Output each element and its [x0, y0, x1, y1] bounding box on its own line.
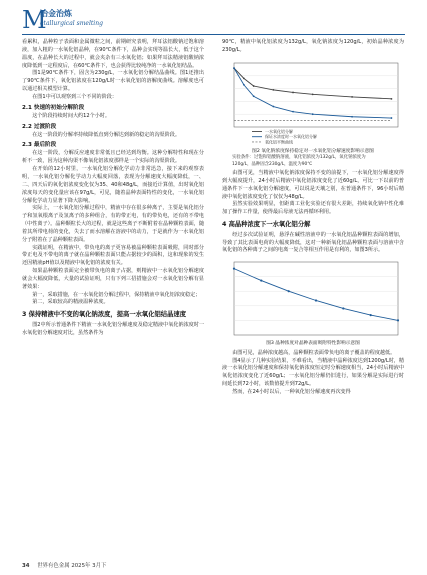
- footer-issue: 2025年 3月下: [71, 563, 107, 569]
- paragraph: 图4显示了几种实验结果，不难看出，当精液中晶种浓度达到1200g/L时，精液一水氧化铝分解速度和保持氧化钠浓度恒定时分解速度相当，24小时后精液中氧化铝浓度变化了近60g/L；一水氧化铝分解仍旧进行，如果分解是实际进行时间延长到72小时，该数值提升到72g/L。: [222, 357, 404, 388]
- paragraph: 在开始的12小时里，一水氧化铝分解化学动力非常迅急，接下来的观察表明，一水氧化铝分解化学动力大幅度回落，表现为分解速度大幅度降低，一、二、四天后的氧化铝浓度变化仅为35、40和48g/L，而接近计算值，出时氧化铝浓度每天的变化量应该在97g/L，可见，随着晶种表面特性的变化，一水氧化铝分解化学动力显著下降大影响。: [22, 166, 204, 204]
- paragraph: 然而，在24小时以后，一种氧化铝分解速度再次变得: [232, 389, 351, 395]
- data-point: [370, 314, 372, 316]
- paragraph: 经过多次试验证明，悬浮在碱性溶液中的一水氧化铝晶种颗粒表面的增加，导致了其比表面电荷的大幅度降低，这对一种新氧化铝晶种颗粒表面与溶液中含氧化铝的各种离子之间的电离一复合等相互作用是有利的，如图3所示。: [222, 231, 404, 254]
- data-point: [391, 98, 393, 100]
- paragraph: 看累积，晶种粒子表面和金属微粒之间，前期研究表明，拜耳法铝酸钠过饱和溶液，加入粗的一水氧化铝晶种，在90℃条件下，晶种会实现等温长大，低于这个温度，在晶种长大的过程中，就会夹杂有三水氧化铝；如果拜耳法精液铝酸钠浓度降低到一定程度后，在60℃条件下，也会获得比较纯净的一水氧化铝结晶。: [22, 39, 204, 69]
- journal-name-cn: 冶金治炼: [40, 9, 72, 18]
- left-column: [22, 39, 204, 338]
- paragraph: 在图1中可以观察到三个不同的阶段：: [32, 93, 117, 100]
- section-heading-4: 4 高晶种浓度下一水氧化铝分解: [222, 221, 311, 229]
- paragraph: 由图可见，当精液中氧化钠浓度保持不变的前提下，一水氧化铝分解速度得到大幅度提升，24小时后精液中氧化铝浓度变化了近60g/L，可比一下以前的普通条件下一水氧化铝分解速度，可以说是天壤之别，在普通条件下，96小时后精液中氧化铝浓度变化了仅仅为48g/L。: [222, 170, 404, 200]
- section-heading-2-3: 2.3 最后阶段: [22, 142, 57, 149]
- journal-logo-mark: M: [22, 6, 47, 34]
- section-heading-2-2: 2.2 过渡阶段: [22, 123, 57, 130]
- legend-label-2: 保证水浓度时一水氧化铝分解: [265, 133, 317, 139]
- figure-2-chart: [222, 57, 404, 149]
- paragraph: 实践证明，在精液中，带负电的离子更容易被晶种颗粒表面吸附，同时部分带正电及不带电的离子就在晶种颗粒表面只能占据较少的面积，这和现象的发生还因精液pH值以及精液中氧化铝的浓度有关。: [22, 244, 204, 267]
- data-point: [288, 290, 290, 292]
- paragraph: 图2中所示普通条件下精液一水氧化铝分解速度及稳定精液中氧化钠浓度时一水氧化铝分解速度对比，虽然条件为: [22, 321, 204, 336]
- figure-2-caption: 图2 氧化钠浓度保持稳定对一水氧化铝分解速度影响示意图: [252, 148, 374, 154]
- figure-2: [222, 57, 404, 168]
- data-point: [272, 105, 274, 107]
- data-point: [391, 117, 393, 119]
- right-column: [222, 39, 404, 397]
- data-point: [233, 67, 235, 69]
- legend-label-3: 氧化铝平衡曲线: [265, 139, 293, 145]
- plot-frame: [234, 262, 398, 335]
- footer-journal-name: 世界有色金属: [37, 563, 70, 569]
- data-point: [243, 77, 245, 79]
- paragraph: 实际上，一水氧化铝分解过程中，精液中存在很多种离子，主要是氧化铝分子和氢氧根离子及氢离子的多种组合，有的带正电，有的带负电，还有的不带电（中性离子）。晶种颗粒长大的过程，就是这些离子不断附着在晶种颗粒表面，随着其所带电荷的变化，失去了而水溶解在溶液中的动力，于是就作为一水氧化铝分子附着在了晶种颗粒表面。: [22, 205, 204, 243]
- data-point: [312, 113, 314, 115]
- paragraph: 90℃，精液中氧化铝浓度为132g/L，氧化钠浓度为120g/L，初始晶种浓度为230g/L。: [222, 39, 404, 53]
- header-divider: [22, 34, 405, 35]
- paragraph: 图1是90℃条件下，固含为230g/L，一水氧化铝分解结晶曲线。图1还推出了90℃条件下，氧化铝浓度在120g/L时一水氧化铝的溶解度曲线。溶解度也可以通过相关模型计算。: [22, 70, 204, 93]
- data-point: [253, 85, 255, 87]
- section-heading-3: 3 保持精液中不变的氧化钠浓度，提高一水氧化铝结晶速度: [22, 311, 186, 319]
- journal-header: [22, 7, 405, 33]
- data-point: [351, 116, 353, 118]
- data-point: [292, 91, 294, 93]
- data-point: [292, 110, 294, 112]
- paragraph: 由图可见，晶种浓度越高，晶种颗粒表面带负电的离子覆盖的程度越低。: [232, 349, 396, 356]
- figure-2-note-line-2: 120g/L，晶种固含230g/L，温度为90℃: [232, 161, 313, 167]
- section-heading-2-1: 2.1 快速的初始分解阶段: [22, 104, 85, 111]
- paragraph: 第二，采取较高的精液温种浓度。: [32, 299, 109, 306]
- data-point: [312, 93, 314, 95]
- paragraph: 虽然实验效果明显，但距离工业化实验还有很大差距，持续氧化钠中性化难加了操作工作量，使得最后母液无法再循环利用。: [222, 201, 404, 216]
- figure-3: [222, 257, 404, 348]
- legend-label-1: 一水氧化铝分解: [265, 128, 293, 134]
- data-point: [233, 268, 235, 270]
- page-number: 34: [22, 563, 30, 569]
- figure-3-chart: [222, 257, 404, 341]
- data-point: [397, 319, 399, 321]
- figure-2-note-line-1: 实验条件：过饱和铝酸钠溶液，氧化铝浓度为132g/L，氧化钠浓度为: [232, 155, 366, 161]
- data-point: [253, 95, 255, 97]
- paragraph: 如果晶种颗粒表面完全被带负电的离子占据，则精液中一水氧化铝分解速度就会大幅度降低，大量的试验证明，只有下列三招措施会对一水氧化铝分解有显著效果：: [22, 268, 204, 290]
- figure-3-caption: 图3 晶种浓度对晶种表面吸附特性影响示意图: [266, 341, 360, 347]
- data-point: [351, 96, 353, 98]
- paragraph: 在这一阶段，分解反应速度非常低且已经达到均衡。这种分解特性和现在分析不一致，因为这种沟渠不像氧化铝浓度那样是一个实际的沟渠阶段。: [22, 150, 204, 165]
- paragraph: 在这一阶段的分解率持续降低直到分解达到新的稳定的沟渠阶段。: [32, 131, 180, 138]
- data-point: [315, 300, 317, 302]
- page-footer: [22, 561, 106, 569]
- data-point: [243, 84, 245, 86]
- journal-name-en: etallurgical smelting: [40, 20, 103, 27]
- data-point: [272, 89, 274, 91]
- paragraph: 这个阶段持续时间大约12个小时。: [32, 112, 110, 119]
- paragraph: 第一，采取措施，在一水氧化铝分解过程中，保持精液中氧化铝浓度稳定；: [32, 291, 201, 298]
- data-point: [342, 308, 344, 310]
- data-point: [260, 280, 262, 282]
